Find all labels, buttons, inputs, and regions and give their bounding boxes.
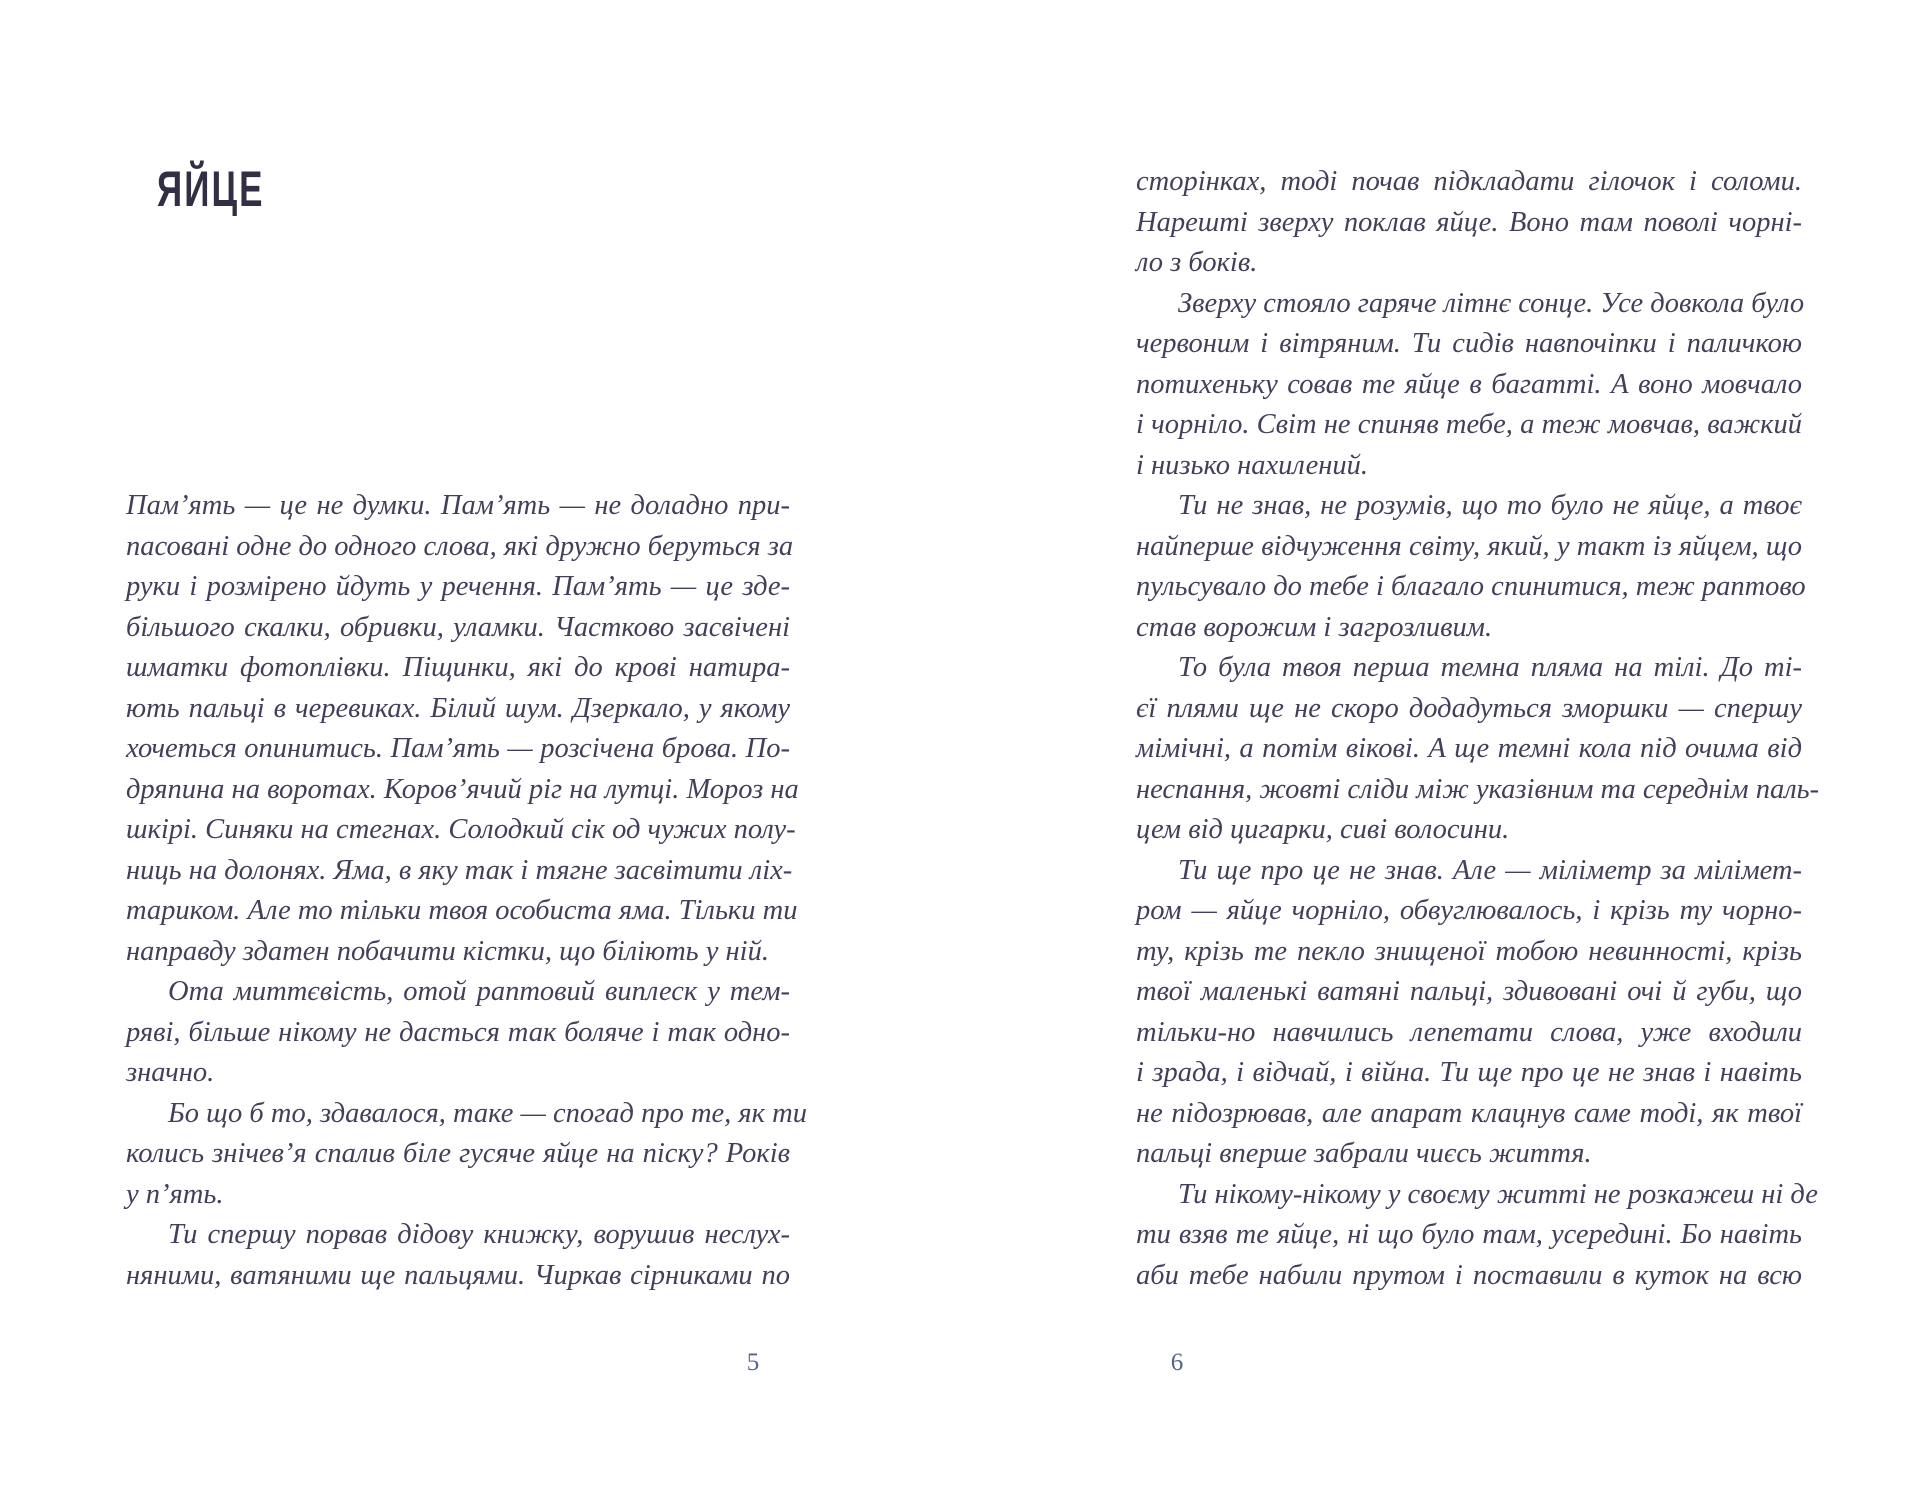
text-line: Бо що б то, здавалося, таке — спогад про те, як ти [168,1097,807,1129]
text-line: більшого скалки, обривки, уламки. Частково засвічені [126,611,790,643]
text-line: не підозрював, але апарат клацнув саме тоді, як твої [1136,1097,1802,1129]
text-line: тариком. Але то тільки твоя особиста яма. Тільки ти [126,895,798,926]
text-line: ряві, більше нікому не дасться так боляче і так одно- [126,1016,790,1048]
text-line: і низько нахилений. [1136,449,1368,481]
text-line: ту, крізь те пекло знищеної тобою невинності, крізь [1136,935,1802,967]
text-line: цем від цигарки, сиві волосини. [1136,814,1510,845]
text-line: шматки фотоплівки. Піщинки, які до крові натира- [126,652,790,683]
text-line: єї плями ще не скоро додадуться зморшки — спершу [1136,692,1802,724]
text-line: неспання, жовті сліди між указівним та середнім паль- [1136,773,1820,805]
text-line: у п’ять. [126,1178,224,1210]
text-line: сторінках, тоді почав підкладати гілочок і соломи. [1136,166,1802,197]
text-line: Ти ще про це не знав. Але — міліметр за мілімет- [1178,854,1802,886]
text-line: То була твоя перша темна пляма на тілі. До ті- [1178,652,1802,683]
text-line: пульсувало до тебе і благало спинитися, теж раптово [1136,571,1806,602]
text-line: Зверху стояло гаряче літнє сонце. Усе довкола було [1178,287,1805,319]
text-line: твої маленькі ватяні пальці, здивовані очі й губи, що [1136,976,1802,1007]
text-line: тільки-но навчились лепетати слова, уже входили [1136,1016,1802,1048]
text-line: руки і розмірено йдуть у речення. Пам’ять — це зде- [126,571,790,602]
text-line: Нарешті зверху поклав яйце. Воно там поволі чорні- [1136,206,1802,238]
text-line: значно. [126,1057,215,1088]
text-line: ють пальці в черевиках. Білий шум. Дзеркало, у якому [126,692,790,724]
page-text-left [126,486,807,1296]
page-text-right [1136,162,1820,1296]
chapter-title: ЯЙЦЕ [157,161,265,217]
text-line: направду здатен побачити кістки, що біліють у ній. [126,935,769,967]
text-line: хочеться опинитись. Пам’ять — розсічена брова. По- [126,733,790,764]
text-line: мімічні, а потім вікові. А ще темні кола під очима від [1136,733,1802,764]
text-line: ниць на долонях. Яма, в яку так і тягне засвітити ліх- [126,854,793,886]
text-line: шкірі. Синяки на стегнах. Солодкий сік од чужих полу- [126,814,796,845]
text-line: колись знічев’я спалив біле гусяче яйце на піску? Років [126,1138,790,1169]
text-line: найперше відчуження світу, який, у такт із яйцем, що [1136,530,1802,562]
page-number-right: 6 [1170,1349,1184,1376]
text-line: дряпина на воротах. Коров’ячий ріг на лутці. Мороз на [126,773,799,805]
text-line: потихеньку совав те яйце в багатті. А воно мовчало [1136,368,1802,400]
text-line: няними, ватяними ще пальцями. Чиркав сірниками по [126,1259,790,1291]
text-line: і зрада, і відчай, і війна. Ти ще про це не знав і навіть [1136,1057,1802,1088]
text-line: ло з боків. [1136,247,1258,278]
text-line: Ти нікому-нікому у своєму житті не розкажеш ні де [1178,1178,1818,1210]
text-line: став ворожим і загрозливим. [1136,611,1493,643]
text-line: аби тебе набили прутом і поставили в куток на всю [1136,1259,1802,1291]
text-line: і чорніло. Світ не спиняв тебе, а теж мовчав, важкий [1136,409,1802,440]
text-line: Ти спершу порвав дідову книжку, ворушив неслух- [168,1219,790,1250]
text-line: червоним і вітряним. Ти сидів навпочіпки і паличкою [1136,328,1802,359]
text-line: пасовані одне до одного слова, які дружно беруться за [126,530,794,562]
text-line: пальці вперше забрали чиєсь життя. [1136,1138,1592,1169]
text-line: Ота миттєвість, отой раптовий виплеск у тем- [168,976,790,1007]
text-line: ти взяв те яйце, ні що було там, усередині. Бо навіть [1136,1219,1802,1250]
text-line: ром — яйце чорніло, обвуглювалось, і крізь ту чорно- [1136,895,1802,926]
text-line: Ти не знав, не розумів, що то було не яйце, а твоє [1178,490,1802,521]
page-number-left: 5 [746,1349,760,1376]
text-line: Пам’ять — це не думки. Пам’ять — не доладно при- [126,490,790,521]
